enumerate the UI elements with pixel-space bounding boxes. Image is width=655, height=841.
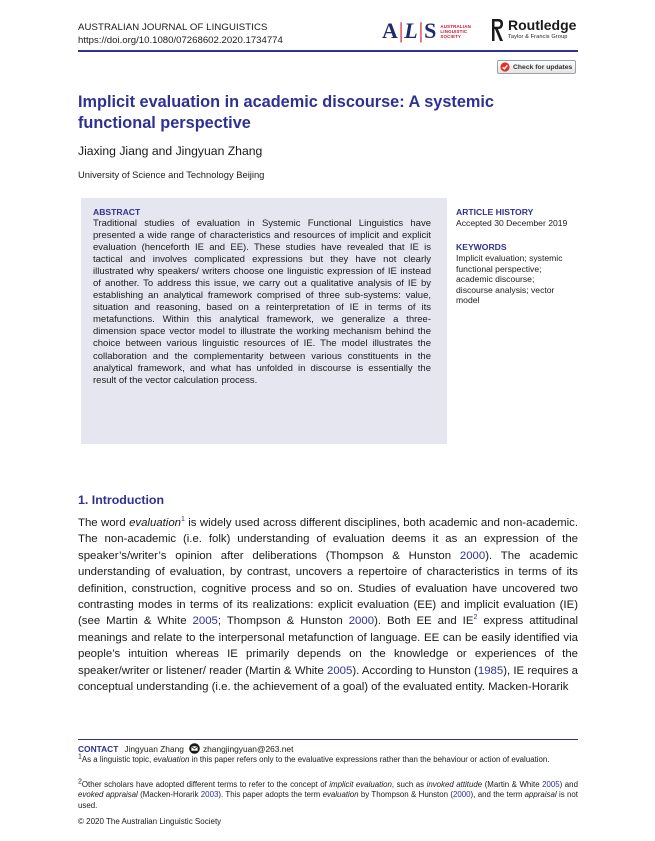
footnote-divider [78, 739, 578, 740]
article-history-heading: ARTICLE HISTORY [456, 207, 534, 217]
keywords-heading: KEYWORDS [456, 242, 507, 252]
keywords-list [456, 253, 581, 306]
citation-link[interactable]: 2000 [452, 790, 471, 800]
article-title: Implicit evaluation in academic discourse: A systemic functional perspective [78, 93, 494, 132]
contact-line [78, 743, 293, 754]
crossmark-icon [500, 62, 510, 72]
footnote-ref-1[interactable]: 1 [181, 516, 185, 524]
als-logo-text: AUSTRALIAN LINGUISTIC SOCIETY [440, 23, 471, 39]
article-authors: Jiaxing Jiang and Jingyuan Zhang [78, 144, 263, 158]
footnote-2: $^2$Other scholars have adopted different terms to refer to the concept of implicit evaluation, such as invoked attitude (Martin & White 2005) and evoked appraisal (Macken-Horarik 2003). This paper adopts the term evaluation by Thompson & Hunston (2000), and the term appraisal is not used. [78, 778, 578, 810]
check-for-updates-label: Check for updates [513, 63, 573, 71]
introduction-paragraph: The word evaluation$^1$ is widely used across different disciplines, both academic and non-academic. The non-academic (i.e. folk) understanding of evaluation deems it as an expression of the speaker’s/writer’s opinion after deliberations (Thompson & Hunston 2000). The academic understanding of evaluation, by contrast, uncovers a repertoire of characteristics in terms of its definition, construction, cognitive process and so on. Studies of evaluation have uncovered two contrasting modes in terms of its realizations: explicit evaluation (EE) and implicit evaluation (IE) (see Martin & White 2005; Thompson & Hunston 2000). Both EE and IE$^2$ express attitudinal meanings and relate to the interpersonal metafunction of language. EE can be easily identified via people’s intuition whereas IE primarily depends on the knowledge or experiences of the speaker/writer or listener/ reader (Martin & White 2005). According to Hunston (1985), IE requires a conceptual understanding (i.e. the achievement of a goal) of the evaluated entity. Macken-Horarik [78, 516, 579, 694]
section-heading-introduction: 1. Introduction [78, 493, 165, 507]
envelope-icon [189, 743, 200, 754]
footnote-1: $^1$As a linguistic topic, evaluation in this paper refers only to the evaluative expressions rather than the behaviour or action of evaluation. [78, 753, 550, 764]
author-affiliation: University of Science and Technology Beijing [78, 169, 265, 180]
contact-email[interactable]: zhangjingyuan@263.net [202, 743, 294, 754]
als-logo-letters: A|L|S [382, 18, 437, 43]
check-for-updates-button[interactable] [497, 60, 576, 74]
keyword-line: model [456, 295, 480, 306]
publisher-name: Routledge [508, 17, 577, 33]
contact-label: CONTACT [78, 743, 119, 754]
routledge-r-icon [491, 18, 504, 42]
citation-link[interactable]: 2000 [348, 615, 375, 628]
citation-link[interactable]: 2003 [200, 790, 219, 800]
citation-link[interactable]: 2000 [459, 549, 486, 562]
contact-name: Jingyuan Zhang [124, 743, 184, 754]
doi-link[interactable]: https://doi.org/10.1080/07268602.2020.1734774 [78, 35, 283, 46]
als-logo [382, 18, 471, 44]
abstract-heading: ABSTRACT [93, 207, 141, 217]
article-history-value: Accepted 30 December 2019 [456, 218, 568, 228]
copyright-notice: © 2020 The Australian Linguistic Society [78, 817, 222, 826]
publisher-logo [491, 18, 576, 42]
publisher-subtitle: Taylor & Francis Group [508, 34, 568, 40]
citation-link[interactable]: 2005 [542, 780, 560, 789]
citation-link[interactable]: 2005 [327, 664, 353, 677]
header-divider [78, 50, 578, 52]
keyword-line: Implicit evaluation; systemic [456, 253, 563, 263]
citation-link[interactable]: 1985 [477, 664, 504, 677]
citation-link[interactable]: 2005 [192, 615, 218, 628]
keyword-line: functional perspective; [456, 263, 542, 274]
keyword-line: discourse analysis; vector [456, 284, 555, 295]
abstract-text: Traditional studies of evaluation in Systemic Functional Linguistics have presented a wide range of characteristics and resources of implicit and explicit evaluation (henceforth IE and EE). These studies have revealed that IE is tactical and involves complicated expressions but they have not clearly illustrated why speakers/ writers choose one linguistic expression of IE instead of another. To address this issue, we carry out a qualitative analysis of IE by establishing an analytical framework comprised of three sub-systems: value, situation and reasoning, based on a reinterpretation of IE in terms of its metafunctions. Within this analytical framework, we generalize a three-dimension space vector model to illustrate the working mechanism behind the choice between various linguistic resources of IE. The model illustrates the collaboration and the complementarity between various constituents in the analytical framework, and what has unfolded in discourse is essentially the result of the vector calculation process. [93, 218, 431, 386]
keyword-line: academic discourse; [456, 274, 535, 285]
journal-name: AUSTRALIAN JOURNAL OF LINGUISTICS [78, 22, 268, 33]
footnote-ref-2[interactable]: 2 [473, 614, 478, 622]
